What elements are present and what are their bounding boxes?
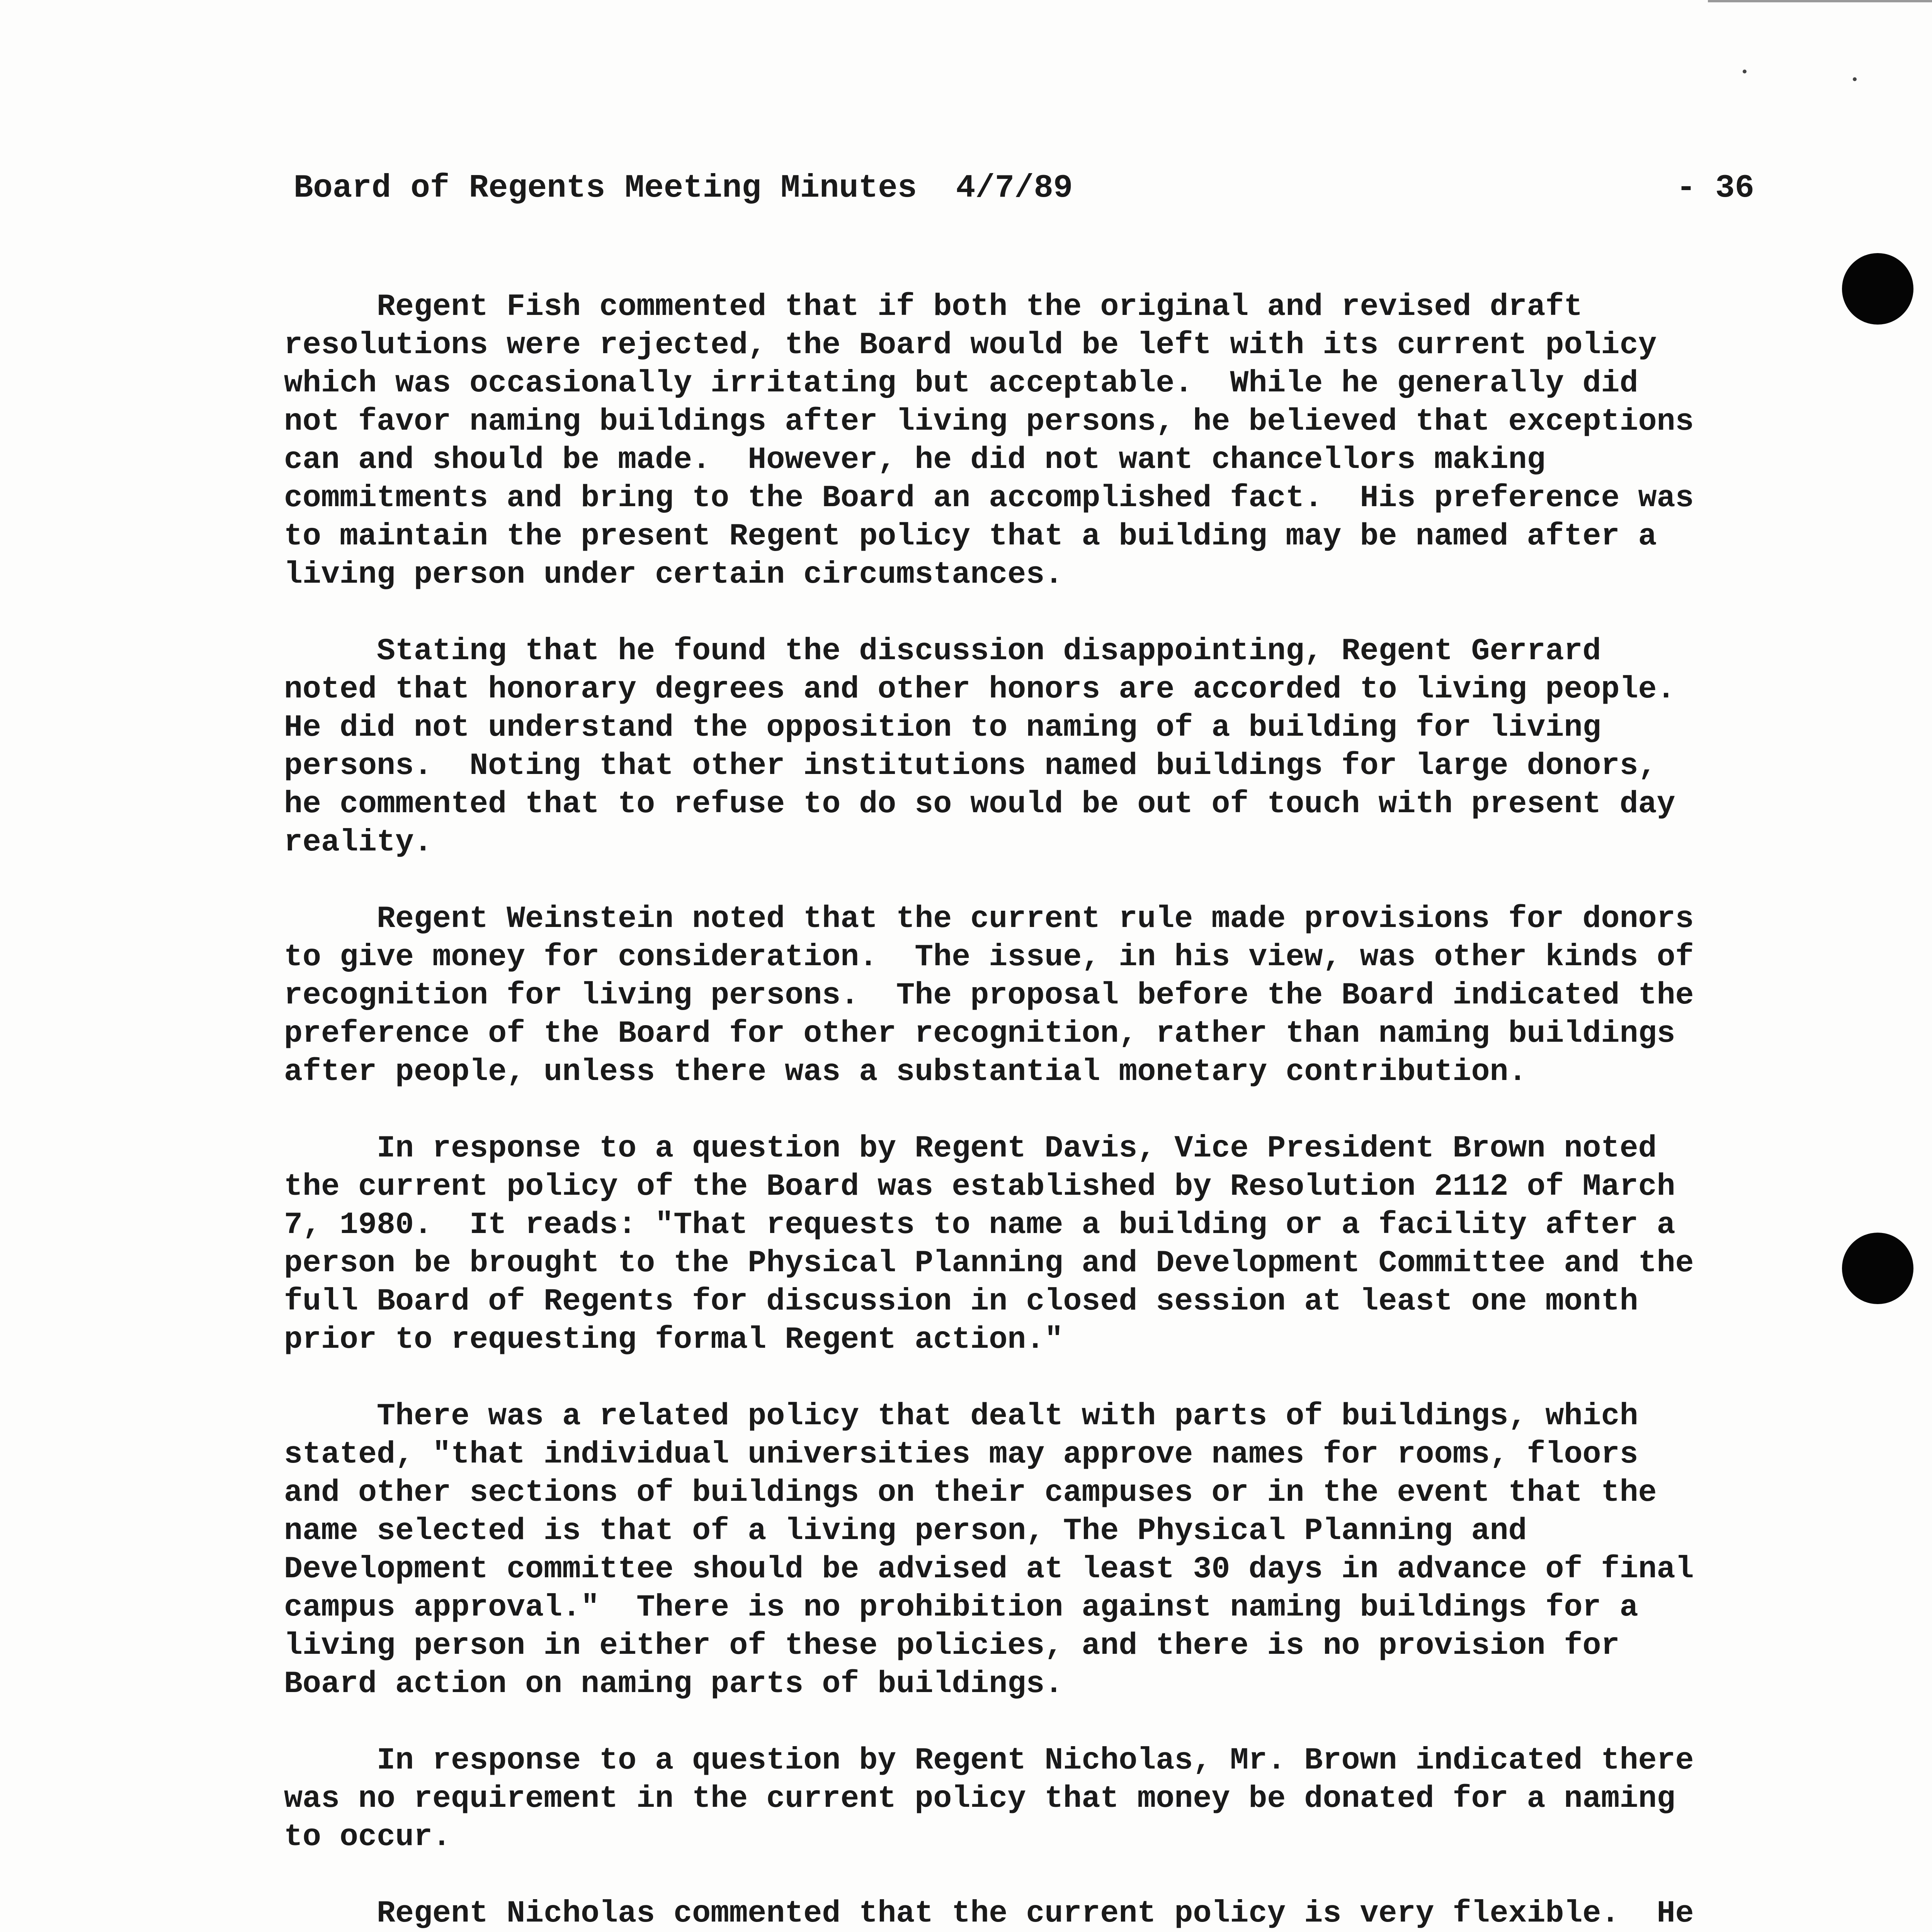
text-line: can and should be made. However, he did not want chancellors making <box>284 442 1546 478</box>
text-line: noted that honorary degrees and other honors are accorded to living people. <box>284 672 1675 707</box>
text-line: preference of the Board for other recognition, rather than naming buildings <box>284 1016 1675 1051</box>
paragraph <box>284 1397 1756 1703</box>
paragraph <box>284 288 1756 594</box>
scan-edge <box>1708 0 1932 2</box>
text-line: Regent Fish commented that if both the original and revised draft <box>284 289 1583 325</box>
paragraph <box>284 632 1756 862</box>
scan-speck <box>1853 77 1857 81</box>
text-line: He did not understand the opposition to naming of a building for living <box>284 710 1601 745</box>
text-line: campus approval." There is no prohibition against naming buildings for a <box>284 1590 1638 1625</box>
document-body <box>284 288 1756 1932</box>
text-line: living person under certain circumstances. <box>284 557 1063 592</box>
text-line: after people, unless there was a substantial monetary contribution. <box>284 1054 1527 1090</box>
text-line: Regent Nicholas commented that the current policy is very flexible. He <box>284 1896 1694 1931</box>
text-line: to give money for consideration. The issue, in his view, was other kinds of <box>284 940 1694 975</box>
text-line: Board action on naming parts of buildings. <box>284 1667 1063 1702</box>
header-title: Board of Regents Meeting Minutes 4/7/89 <box>294 170 1073 207</box>
page-header <box>294 170 1754 224</box>
paragraph <box>284 900 1756 1091</box>
text-line: resolutions were rejected, the Board would be left with its current policy <box>284 328 1657 363</box>
punch-hole <box>1842 1233 1913 1304</box>
text-line: recognition for living persons. The proposal before the Board indicated the <box>284 978 1694 1013</box>
text-line: prior to requesting formal Regent action." <box>284 1322 1063 1357</box>
text-line: 7, 1980. It reads: "That requests to name a building or a facility after a <box>284 1208 1675 1243</box>
text-line: to maintain the present Regent policy that a building may be named after a <box>284 519 1657 554</box>
text-line: reality. <box>284 825 433 860</box>
paragraph <box>284 1895 1756 1932</box>
text-line: In response to a question by Regent Davis, Vice President Brown noted <box>284 1131 1657 1166</box>
text-line: he commented that to refuse to do so would be out of touch with present day <box>284 787 1675 822</box>
text-line: persons. Noting that other institutions named buildings for large donors, <box>284 748 1657 784</box>
scan-speck <box>1743 70 1747 73</box>
text-line: not favor naming buildings after living persons, he believed that exceptions <box>284 404 1694 439</box>
text-line: There was a related policy that dealt with parts of buildings, which <box>284 1399 1638 1434</box>
text-line: name selected is that of a living person, The Physical Planning and <box>284 1514 1527 1549</box>
text-line: living person in either of these policies, and there is no provision for <box>284 1628 1620 1663</box>
punch-hole <box>1842 253 1913 325</box>
text-line: to occur. <box>284 1820 451 1855</box>
text-line: Stating that he found the discussion disappointing, Regent Gerrard <box>284 634 1601 669</box>
text-line: and other sections of buildings on their campuses or in the event that the <box>284 1475 1657 1510</box>
text-line: which was occasionally irritating but acceptable. While he generally did <box>284 366 1638 401</box>
text-line: person be brought to the Physical Planning and Development Committee and the <box>284 1246 1694 1281</box>
text-line: Regent Weinstein noted that the current rule made provisions for donors <box>284 901 1694 937</box>
paragraph <box>284 1129 1756 1359</box>
text-line: stated, "that individual universities may approve names for rooms, floors <box>284 1437 1638 1472</box>
text-line: Development committee should be advised at least 30 days in advance of final <box>284 1552 1694 1587</box>
text-line: In response to a question by Regent Nicholas, Mr. Brown indicated there <box>284 1743 1694 1778</box>
text-line: full Board of Regents for discussion in closed session at least one month <box>284 1284 1638 1319</box>
text-line: was no requirement in the current policy that money be donated for a naming <box>284 1781 1675 1816</box>
paragraph <box>284 1742 1756 1856</box>
page-number: - 36 <box>1676 170 1754 207</box>
text-line: the current policy of the Board was established by Resolution 2112 of March <box>284 1169 1675 1204</box>
text-line: commitments and bring to the Board an accomplished fact. His preference was <box>284 481 1694 516</box>
